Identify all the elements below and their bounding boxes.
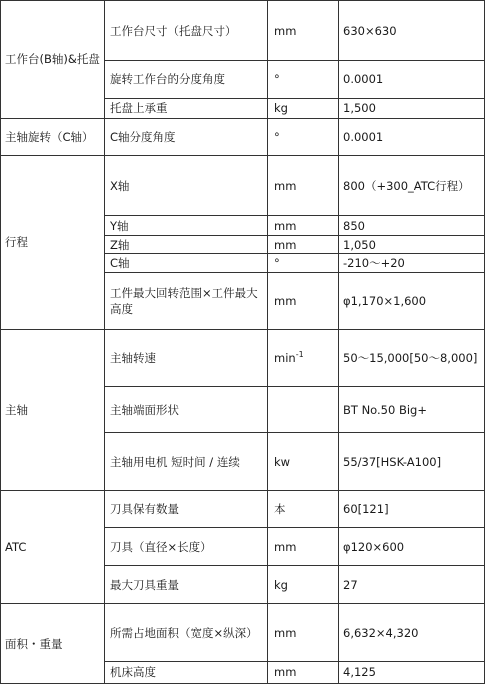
value-cell: 800（+300_ATC行程） bbox=[339, 155, 485, 215]
item-cell: 最大刀具重量 bbox=[105, 566, 268, 604]
unit-cell: mm bbox=[268, 236, 339, 254]
item-cell: 主轴端面形状 bbox=[105, 387, 268, 433]
group-spindle-c: 主轴旋转（C轴） bbox=[1, 118, 105, 155]
item-cell: 机床高度 bbox=[105, 661, 268, 683]
unit-text: min bbox=[274, 350, 296, 365]
value-cell: 1,500 bbox=[339, 98, 485, 118]
unit-cell: mm bbox=[268, 527, 339, 565]
unit-cell: ° bbox=[268, 61, 339, 98]
unit-cell: mm bbox=[268, 661, 339, 683]
item-cell: 托盘上承重 bbox=[105, 98, 268, 118]
item-cell: 刀具（直径×长度） bbox=[105, 527, 268, 565]
unit-cell: mm bbox=[268, 216, 339, 236]
item-cell: 刀具保有数量 bbox=[105, 490, 268, 527]
value-cell: 55/37[HSK-A100] bbox=[339, 433, 485, 490]
unit-cell: mm bbox=[268, 604, 339, 661]
unit-cell: kg bbox=[268, 98, 339, 118]
unit-cell: mm bbox=[268, 1, 339, 61]
value-cell: 6,632×4,320 bbox=[339, 604, 485, 661]
value-cell: φ120×600 bbox=[339, 527, 485, 565]
table-row bbox=[1, 118, 485, 155]
unit-cell: kg bbox=[268, 566, 339, 604]
value-cell: -210〜+20 bbox=[339, 254, 485, 272]
group-area-weight: 面积・重量 bbox=[1, 604, 105, 684]
value-cell: 0.0001 bbox=[339, 118, 485, 155]
unit-cell: ° bbox=[268, 254, 339, 272]
item-cell: 旋转工作台的分度角度 bbox=[105, 61, 268, 98]
table-row bbox=[1, 490, 485, 527]
unit-cell bbox=[268, 387, 339, 433]
item-cell: 主轴用电机 短时间 / 连续 bbox=[105, 433, 268, 490]
value-cell: 0.0001 bbox=[339, 61, 485, 98]
unit-cell: kw bbox=[268, 433, 339, 490]
value-cell: BT No.50 Big+ bbox=[339, 387, 485, 433]
unit-cell: mm bbox=[268, 272, 339, 329]
item-cell: C轴分度角度 bbox=[105, 118, 268, 155]
table-row bbox=[1, 1, 485, 61]
unit-superscript: -1 bbox=[295, 350, 304, 360]
group-worktable: 工作台(B轴)&托盘 bbox=[1, 1, 105, 119]
group-travel: 行程 bbox=[1, 155, 105, 329]
value-cell: 4,125 bbox=[339, 661, 485, 683]
item-cell: Y轴 bbox=[105, 216, 268, 236]
value-cell: 630×630 bbox=[339, 1, 485, 61]
group-spindle: 主轴 bbox=[1, 329, 105, 490]
item-cell: Z轴 bbox=[105, 236, 268, 254]
table-row bbox=[1, 155, 485, 215]
value-cell: 1,050 bbox=[339, 236, 485, 254]
unit-cell bbox=[268, 329, 339, 386]
value-cell: 60[121] bbox=[339, 490, 485, 527]
unit-cell: mm bbox=[268, 155, 339, 215]
item-cell: 主轴转速 bbox=[105, 329, 268, 386]
group-atc: ATC bbox=[1, 490, 105, 604]
item-cell: 工作台尺寸（托盘尺寸） bbox=[105, 1, 268, 61]
table-row bbox=[1, 604, 485, 661]
item-cell: 工件最大回转范围×工件最大高度 bbox=[105, 272, 268, 329]
value-cell: 50〜15,000[50〜8,000] bbox=[339, 329, 485, 386]
unit-cell: ° bbox=[268, 118, 339, 155]
value-cell: 27 bbox=[339, 566, 485, 604]
item-cell: C轴 bbox=[105, 254, 268, 272]
unit-cell: 本 bbox=[268, 490, 339, 527]
item-cell: 所需占地面积（宽度×纵深） bbox=[105, 604, 268, 661]
item-cell: X轴 bbox=[105, 155, 268, 215]
table-row bbox=[1, 329, 485, 386]
value-cell: φ1,170×1,600 bbox=[339, 272, 485, 329]
value-cell: 850 bbox=[339, 216, 485, 236]
